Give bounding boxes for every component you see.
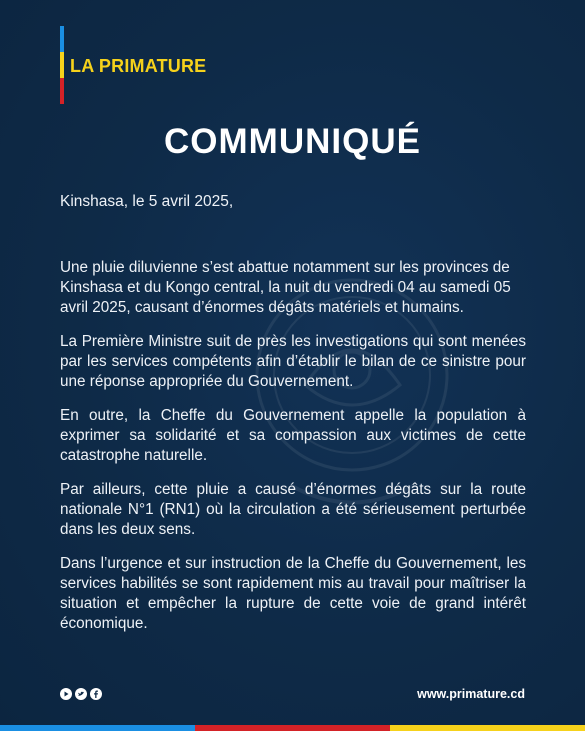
paragraph: Dans l’urgence et sur instruction de la Cheffe du Gouvernement, les services habilités se sont rapidement mis au travail pour maîtriser la situation et empêcher la rupture de cette voie de grand intérêt économique. — [60, 555, 526, 632]
dateline: Kinshasa, le 5 avril 2025, — [60, 193, 234, 210]
flag-color-bar — [0, 725, 585, 731]
logo-bar-blue — [60, 26, 64, 52]
communique-body — [60, 258, 526, 648]
paragraph: La Première Ministre suit de près les investigations qui sont menées par les services compétents afin d’établir le bilan de ce sinistre pour une réponse appropriée du Gouvernement. — [60, 333, 526, 390]
logo-bar-red — [60, 78, 64, 104]
flag-bar-red — [195, 725, 390, 731]
logo-bar-yellow — [60, 52, 64, 78]
logo-text: LA PRIMATURE — [70, 56, 207, 76]
flag-bar-blue — [0, 725, 195, 731]
facebook-icon[interactable] — [90, 688, 102, 700]
youtube-icon[interactable] — [60, 688, 72, 700]
paragraph: Par ailleurs, cette pluie a causé d’énormes dégâts sur la route nationale N°1 (RN1) où la circulation a été sérieusement perturbée dans les deux sens. — [60, 481, 526, 538]
twitter-icon[interactable] — [75, 688, 87, 700]
page-title: COMMUNIQUÉ — [164, 122, 421, 161]
primature-logo — [60, 26, 260, 104]
flag-bar-yellow — [390, 725, 585, 731]
social-links — [60, 688, 102, 701]
paragraph: En outre, la Cheffe du Gouvernement appelle la population à exprimer sa solidarité et sa compassion aux victimes de cette catastrophe naturelle. — [60, 407, 526, 464]
website-link[interactable]: www.primature.cd — [417, 687, 525, 701]
paragraph: Une pluie diluvienne s’est abattue notamment sur les provinces de Kinshasa et du Kongo central, la nuit du vendredi 04 au samedi 05 avril 2025, causant d’énormes dégâts matériels et humains. — [60, 259, 511, 316]
